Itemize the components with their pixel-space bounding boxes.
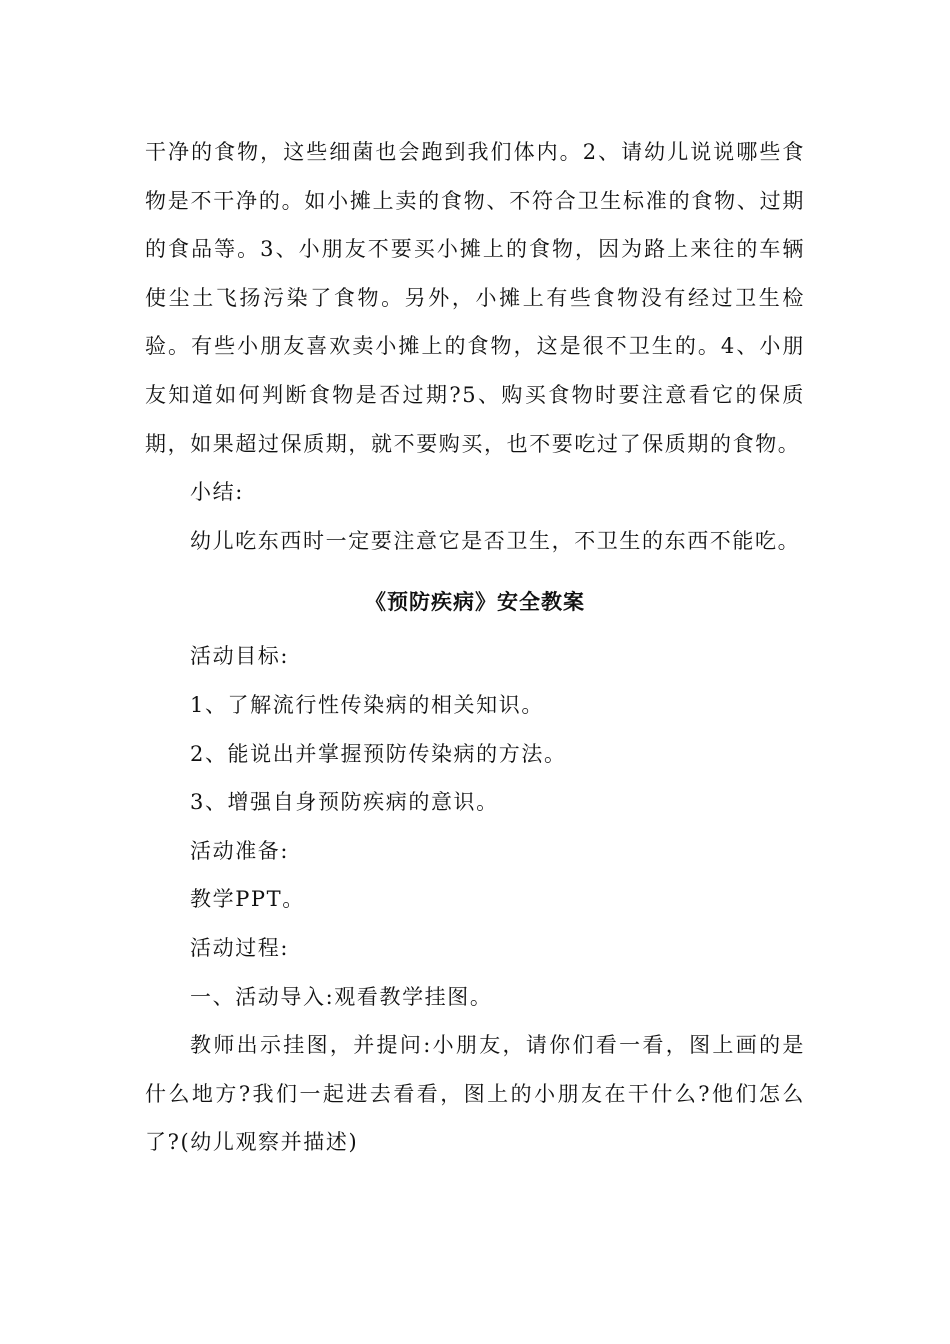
goal-item-2: 2、能说出并掌握预防传染病的方法。 xyxy=(190,741,567,766)
goal-item-1: 1、了解流行性传染病的相关知识。 xyxy=(190,692,544,717)
step-1-paragraph: 教师出示挂图，并提问:小朋友，请你们看一看，图上画的是什么地方?我们一起进去看看，图上的小朋友在干什么?他们怎么了?(幼儿观察并描述) xyxy=(145,1033,805,1155)
goal-item-3: 3、增强自身预防疾病的意识。 xyxy=(190,790,499,815)
continuation-paragraph: 干净的食物，这些细菌也会跑到我们体内。2、请幼儿说说哪些食物是不干净的。如小摊上卖的食物、不符合卫生标准的食物、过期的食品等。3、小朋友不要买小摊上的食物，因为路上来往的车辆使尘土飞扬污染了食物。另外，小摊上有些食物没有经过卫生检验。有些小朋友喜欢卖小摊上的食物，这是很不卫生的。4、小朋友知道如何判断食物是否过期?5、购买食物时要注意看它的保质期，如果超过保质期，就不要购买，也不要吃过了保质期的食物。 xyxy=(145,140,805,456)
prep-heading: 活动准备: xyxy=(190,838,290,863)
step-1-heading: 一、活动导入:观看教学挂图。 xyxy=(190,984,493,1009)
summary-heading: 小结: xyxy=(190,480,244,505)
lesson-title: 《预防疾病》安全教案 xyxy=(365,589,585,615)
process-heading: 活动过程: xyxy=(190,935,290,960)
goals-heading: 活动目标: xyxy=(190,644,290,669)
summary-paragraph: 幼儿吃东西时一定要注意它是否卫生，不卫生的东西不能吃。 xyxy=(190,528,801,553)
prep-text: 教学PPT。 xyxy=(190,887,305,912)
document-page xyxy=(145,128,805,1167)
